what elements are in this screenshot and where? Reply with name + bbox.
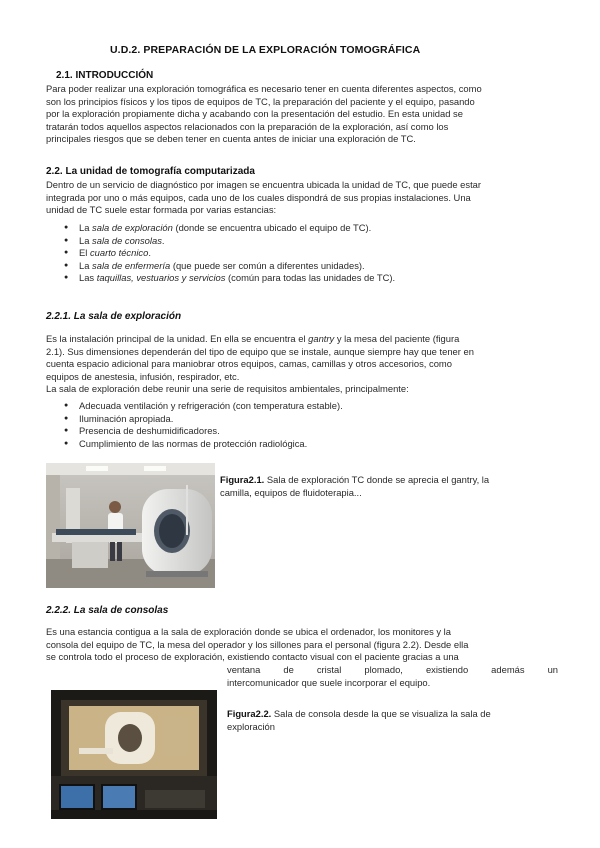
figure-label: Figura2.2. bbox=[227, 708, 272, 719]
list-item: ● La sala de exploración (donde se encuentra ubicado el equipo de TC). bbox=[64, 222, 395, 235]
caption-line: Figura2.2. Sala de consola desde la que se visualiza la sala de bbox=[227, 708, 491, 719]
text-line: Es la instalación principal de la unidad. En ella se encuentra el gantry y la mesa del paciente (figura bbox=[46, 333, 460, 344]
paragraph-sala-exploracion bbox=[46, 333, 558, 396]
text-line: por la exploración propiamente dicha y acabando con la presentación del estudio. En esta unidad se bbox=[46, 108, 463, 120]
text-line: integrada por uno o más equipos, cada uno de los cuales dispondrá de sus propias instalaciones. Una bbox=[46, 191, 471, 203]
text-line: tratarán todos aquellos aspectos relacionados con la preparación de la exploración, así como los bbox=[46, 120, 449, 132]
section-heading-unidad-tc: 2.2. La unidad de tomografía computarizada bbox=[46, 166, 255, 177]
text-line: se controla todo el proceso de exploración, existiendo contacto visual con el paciente gracias a una bbox=[46, 651, 459, 663]
text-line: Dentro de un servicio de diagnóstico por imagen se encuentra ubicada la unidad de TC, que puede estar bbox=[46, 179, 482, 190]
text-line: consola del equipo de TC, la mesa del operador y los sillones para el personal (figura 2.2). Desde ella bbox=[46, 638, 469, 650]
figure-ct-scan-room bbox=[46, 463, 215, 588]
text-line: ventana de cristal plomado, existiendo además un bbox=[227, 664, 558, 675]
ct-scanner-photo bbox=[46, 463, 215, 588]
caption-line: camilla, equipos de fluidoterapia... bbox=[220, 486, 362, 498]
list-item: ● La sala de consolas. bbox=[64, 235, 395, 248]
text-line: Es una estancia contigua a la sala de exploración donde se ubica el ordenador, los monitores y la bbox=[46, 626, 451, 637]
text-line: cuenta espacio adicional para maniobrar otros equipos, camas, camillas y otros accesorios, como bbox=[46, 358, 452, 370]
figure-console-room bbox=[51, 690, 217, 819]
caption-line: Figura2.1. Sala de exploración TC donde se aprecia el gantry, la bbox=[220, 474, 490, 485]
paragraph-introduccion bbox=[46, 83, 558, 146]
console-room-photo bbox=[51, 690, 217, 819]
monitor-left bbox=[59, 784, 95, 810]
estancias-list bbox=[64, 222, 395, 285]
figure-label: Figura2.1. bbox=[220, 474, 265, 485]
text-line: equipos de anestesia, infusión, respirador, etc. bbox=[46, 370, 240, 382]
text-line: son los principios físicos y los tipos de equipos de TC, la preparación del paciente y el equipo, pasando bbox=[46, 95, 475, 107]
text-line: intercomunicador que suele incorporar el equipo. bbox=[227, 676, 431, 688]
list-item: ● Las taquillas, vestuarios y servicios (común para todas las unidades de TC). bbox=[64, 272, 395, 285]
caption-line: exploración bbox=[227, 720, 275, 732]
list-item: ● Presencia de deshumidificadores. bbox=[64, 425, 343, 438]
requisitos-list bbox=[64, 400, 343, 450]
paragraph-unidad-tc bbox=[46, 179, 558, 217]
text-line: Para poder realizar una exploración tomográfica es necesario tener en cuenta diferentes aspectos, como bbox=[46, 83, 482, 94]
paragraph-sala-consolas-cont bbox=[227, 664, 558, 689]
text-line: unidad de TC suele estar formada por varias estancias: bbox=[46, 204, 277, 216]
page-title: U.D.2. PREPARACIÓN DE LA EXPLORACIÓN TOMOGRÁFICA bbox=[110, 44, 421, 56]
list-item: ● Cumplimiento de las normas de protección radiológica. bbox=[64, 438, 343, 451]
list-item: ● El cuarto técnico. bbox=[64, 247, 395, 260]
list-item: ● Iluminación apropiada. bbox=[64, 413, 343, 426]
figure-caption-2-1 bbox=[220, 474, 558, 499]
paragraph-sala-consolas bbox=[46, 626, 558, 664]
list-item: ● Adecuada ventilación y refrigeración (con temperatura estable). bbox=[64, 400, 343, 413]
figure-caption-2-2 bbox=[227, 708, 558, 733]
section-heading-sala-exploracion: 2.2.1. La sala de exploración bbox=[46, 311, 182, 322]
section-heading-sala-consolas: 2.2.2. La sala de consolas bbox=[46, 605, 169, 616]
gantry-shape bbox=[142, 489, 212, 577]
text-line: 2.1). Sus dimensiones dependerán del tipo de equipo que se instale, aunque siempre hay que tener en bbox=[46, 345, 474, 357]
text-line: La sala de exploración debe reunir una serie de requisitos ambientales, principalmente: bbox=[46, 383, 409, 395]
list-item: ● La sala de enfermería (que puede ser común a diferentes unidades). bbox=[64, 260, 395, 273]
text-line: principales riesgos que se deben tener en cuenta antes de iniciar una exploración de TC. bbox=[46, 133, 416, 145]
section-heading-introduccion: 2.1. INTRODUCCIÓN bbox=[56, 70, 154, 81]
monitor-right bbox=[101, 784, 137, 810]
